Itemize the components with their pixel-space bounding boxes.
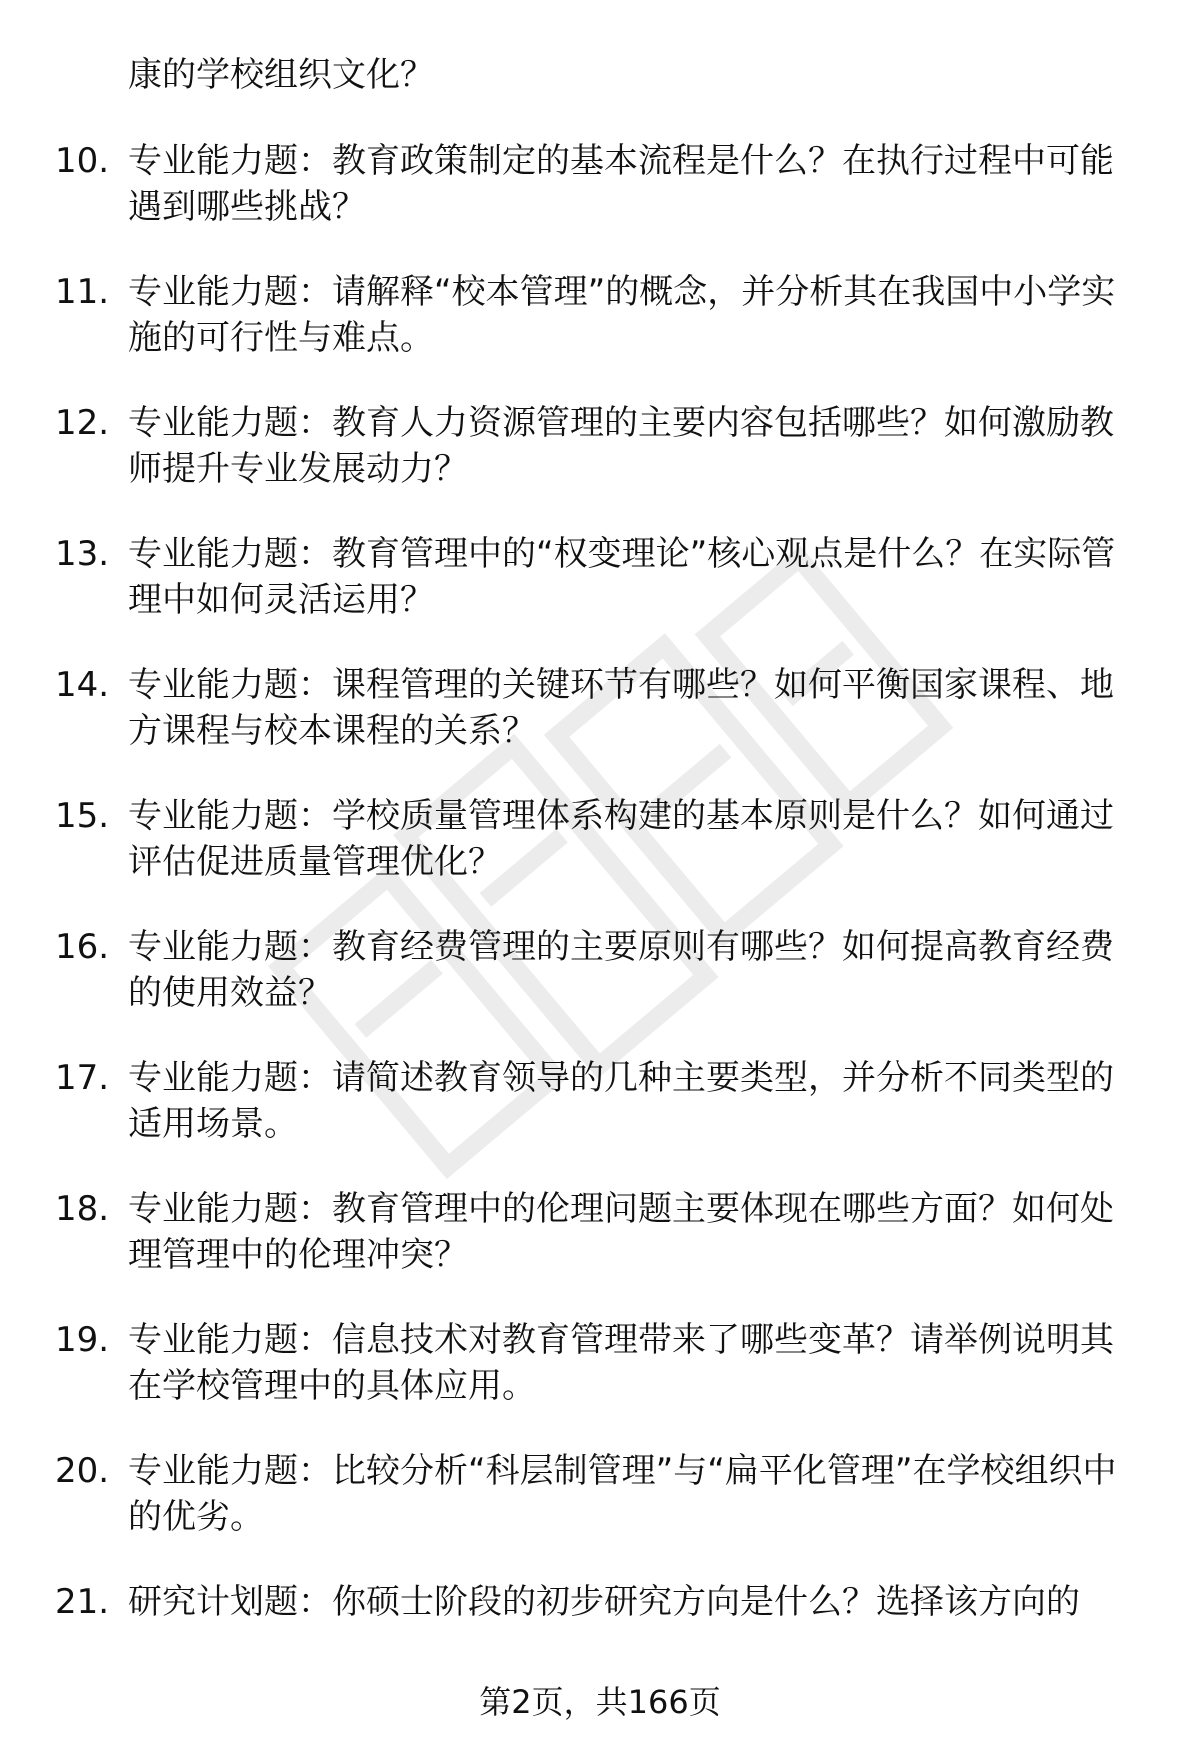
question-text: 专业能力题：比较分析“科层制管理”与“扁平化管理”在学校组织中的优劣。 bbox=[128, 1451, 1117, 1537]
question-number: 13. bbox=[55, 534, 110, 574]
question-text: 研究计划题：你硕士阶段的初步研究方向是什么？选择该方向的 bbox=[128, 1582, 1080, 1622]
question-item bbox=[0, 531, 1200, 662]
question-number: 16. bbox=[55, 927, 110, 967]
question-item bbox=[0, 1055, 1200, 1186]
question-number: 21. bbox=[55, 1582, 110, 1622]
question-list bbox=[0, 138, 1200, 1710]
question-number: 11. bbox=[55, 272, 110, 312]
question-text: 专业能力题：学校质量管理体系构建的基本原则是什么？如何通过评估促进质量管理优化？ bbox=[128, 796, 1114, 882]
question-text: 专业能力题：信息技术对教育管理带来了哪些变革？请举例说明其在学校管理中的具体应用。 bbox=[128, 1320, 1114, 1406]
question-item bbox=[0, 400, 1200, 531]
question-text: 专业能力题：教育管理中的“权变理论”核心观点是什么？在实际管理中如何灵活运用？ bbox=[128, 534, 1116, 620]
question-number: 15. bbox=[55, 796, 110, 836]
question-text: 专业能力题：请解释“校本管理”的概念，并分析其在我国中小学实施的可行性与难点。 bbox=[128, 272, 1116, 358]
question-item bbox=[0, 793, 1200, 924]
question-text: 专业能力题：教育管理中的伦理问题主要体现在哪些方面？如何处理管理中的伦理冲突？ bbox=[128, 1189, 1114, 1275]
question-item bbox=[0, 1317, 1200, 1448]
question-number: 19. bbox=[55, 1320, 110, 1360]
question-number: 12. bbox=[55, 403, 110, 443]
question-item bbox=[0, 1448, 1200, 1579]
question-number: 18. bbox=[55, 1189, 110, 1229]
question-item bbox=[0, 924, 1200, 1055]
question-number: 10. bbox=[55, 141, 110, 181]
question-number: 20. bbox=[55, 1451, 110, 1491]
question-item bbox=[0, 138, 1200, 269]
question-item bbox=[0, 1186, 1200, 1317]
question-text: 专业能力题：教育政策制定的基本流程是什么？在执行过程中可能遇到哪些挑战？ bbox=[128, 141, 1114, 227]
question-item bbox=[0, 269, 1200, 400]
question-item bbox=[0, 662, 1200, 793]
question-text: 专业能力题：课程管理的关键环节有哪些？如何平衡国家课程、地方课程与校本课程的关系？ bbox=[128, 665, 1114, 751]
page-footer: 第2页，共166页 bbox=[479, 1683, 721, 1721]
question-number: 17. bbox=[55, 1058, 110, 1098]
question-text: 专业能力题：教育经费管理的主要原则有哪些？如何提高教育经费的使用效益？ bbox=[128, 927, 1114, 1013]
question-text: 专业能力题：教育人力资源管理的主要内容包括哪些？如何激励教师提升专业发展动力？ bbox=[128, 403, 1114, 489]
question-number: 14. bbox=[55, 665, 110, 705]
question-text: 专业能力题：请简述教育领导的几种主要类型，并分析不同类型的适用场景。 bbox=[128, 1058, 1114, 1144]
continuation-line: 康的学校组织文化？ bbox=[128, 55, 434, 95]
